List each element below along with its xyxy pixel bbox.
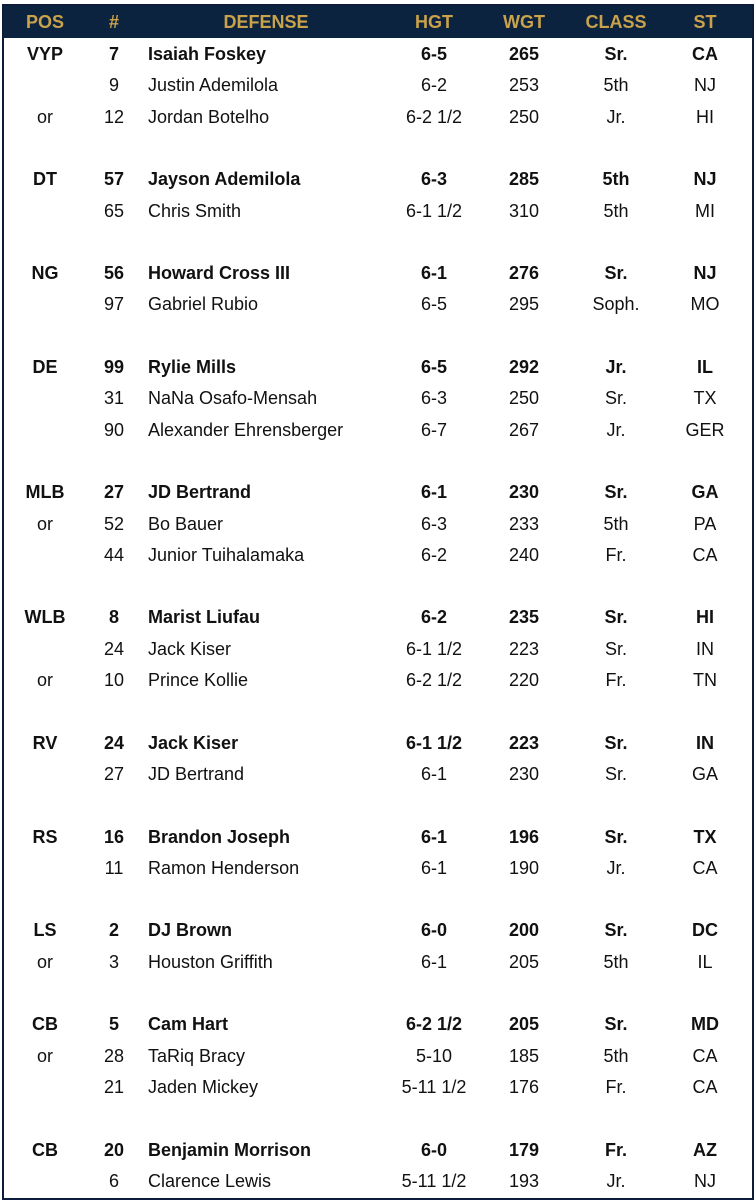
cell-pos: [4, 415, 86, 446]
cell-name: Clarence Lewis: [148, 1170, 272, 1191]
table-row: [4, 70, 752, 101]
cell-name: TaRiq Bracy: [148, 1045, 246, 1066]
cell-wgt: 230: [508, 482, 540, 503]
cell-name: Gabriel Rubio: [148, 294, 259, 315]
cell-num: 7: [108, 44, 119, 64]
cell-num: 31: [103, 388, 125, 409]
cell-wgt: 190: [508, 857, 540, 878]
header-class: CLASS: [585, 12, 647, 32]
cell-hgt: 6-1: [420, 482, 447, 503]
cell-hgt: 5-11 1/2: [401, 1076, 467, 1097]
cell-name: Alexander Ehrensberger: [148, 419, 344, 440]
cell-name: Jordan Botelho: [148, 106, 270, 127]
cell-num: 44: [103, 544, 125, 565]
cell-hgt: 6-5: [420, 294, 447, 315]
table-row: [4, 352, 752, 383]
table-row: [4, 822, 752, 853]
cell-pos: NG: [31, 263, 59, 284]
cell-wgt: 235: [508, 607, 540, 628]
cell-class: Sr.: [604, 263, 628, 284]
cell-wgt: 230: [508, 763, 540, 784]
cell-pos: or: [36, 1045, 53, 1066]
cell-num: 21: [103, 1076, 125, 1097]
cell-st: HI: [696, 106, 714, 127]
cell-class: Soph.: [592, 294, 640, 315]
cell-num: 24: [103, 638, 125, 659]
cell-pos: DE: [32, 357, 58, 377]
header-defense: DEFENSE: [223, 12, 309, 32]
cell-pos: [4, 70, 86, 101]
cell-pos: [4, 196, 86, 227]
cell-st: MI: [695, 200, 715, 221]
table-row: [4, 1166, 752, 1197]
table-row: [4, 1072, 752, 1103]
cell-wgt: 223: [508, 732, 540, 753]
table-row: [4, 915, 752, 946]
cell-st: TX: [693, 826, 717, 847]
cell-st: CA: [692, 1045, 718, 1066]
table-row: [4, 853, 752, 884]
cell-st: CA: [692, 1076, 718, 1097]
cell-num: 12: [103, 106, 125, 127]
cell-name: Chris Smith: [148, 200, 242, 221]
cell-hgt: 6-1 1/2: [405, 200, 463, 221]
cell-num: 6: [108, 1170, 119, 1191]
table-row: [4, 258, 752, 289]
cell-hgt: 6-1: [420, 951, 447, 972]
cell-wgt: 285: [508, 169, 540, 190]
cell-num: 16: [103, 826, 125, 847]
cell-hgt: 6-0: [420, 920, 447, 941]
cell-class: 5th: [603, 75, 629, 96]
cell-class: 5th: [603, 1045, 629, 1066]
table-row: [4, 665, 752, 696]
cell-pos: or: [36, 670, 53, 690]
cell-name: NaNa Osafo-Mensah: [148, 388, 318, 409]
cell-class: Fr.: [604, 1139, 627, 1160]
cell-pos: [4, 759, 86, 790]
header-height: HGT: [415, 12, 453, 32]
header-state: ST: [693, 12, 717, 32]
table-row: [4, 602, 752, 633]
header-pos: POS: [25, 12, 64, 32]
cell-hgt: 5-11 1/2: [401, 1170, 467, 1191]
cell-st: NJ: [694, 1170, 716, 1191]
cell-st: TN: [693, 670, 717, 690]
cell-st: GA: [691, 763, 718, 784]
cell-class: 5th: [603, 200, 629, 221]
cell-num: 56: [103, 263, 125, 284]
cell-pos: or: [36, 513, 53, 534]
cell-wgt: 250: [508, 106, 540, 127]
cell-num: 65: [103, 200, 125, 221]
cell-hgt: 6-1 1/2: [405, 732, 463, 753]
cell-class: Jr.: [606, 1170, 626, 1191]
cell-class: Fr.: [605, 670, 627, 690]
cell-hgt: 6-5: [420, 44, 447, 64]
cell-wgt: 295: [508, 294, 540, 315]
cell-num: 11: [104, 857, 124, 878]
cell-class: Sr.: [604, 482, 628, 503]
cell-pos: RV: [32, 732, 58, 753]
cell-name: Howard Cross III: [148, 263, 291, 284]
cell-hgt: 6-3: [420, 388, 447, 409]
table-row: [4, 1135, 752, 1166]
cell-hgt: 6-2: [420, 75, 447, 96]
cell-wgt: 223: [508, 638, 540, 659]
cell-hgt: 6-2 1/2: [405, 670, 463, 690]
cell-class: 5th: [603, 951, 629, 972]
cell-name: Jaden Mickey: [148, 1076, 259, 1097]
cell-class: Fr.: [605, 544, 627, 565]
cell-hgt: 6-1: [420, 263, 447, 284]
cell-num: 24: [103, 732, 125, 753]
header-number: #: [108, 12, 119, 32]
cell-hgt: 6-1: [420, 857, 447, 878]
cell-class: Sr.: [604, 826, 628, 847]
cell-st: CA: [692, 44, 718, 64]
cell-class: Sr.: [604, 44, 628, 64]
cell-name: Rylie Mills: [148, 357, 237, 377]
cell-hgt: 6-1: [420, 763, 447, 784]
cell-st: IL: [697, 357, 713, 377]
cell-st: MO: [690, 294, 720, 315]
table-row: [4, 634, 752, 665]
cell-name: Junior Tuihalamaka: [148, 544, 305, 565]
cell-pos: VYP: [26, 44, 64, 64]
cell-wgt: 179: [508, 1139, 540, 1160]
cell-st: HI: [696, 607, 714, 628]
cell-st: CA: [692, 857, 718, 878]
table-row: [4, 39, 752, 70]
table-header: [4, 6, 752, 38]
cell-hgt: 5-10: [415, 1045, 453, 1066]
cell-wgt: 220: [508, 670, 540, 690]
cell-class: Sr.: [604, 388, 627, 409]
cell-wgt: 193: [508, 1170, 540, 1191]
cell-name: Prince Kollie: [148, 670, 249, 690]
table-row: [4, 759, 752, 790]
cell-wgt: 240: [508, 544, 540, 565]
cell-num: 8: [108, 607, 119, 628]
table-row: [4, 415, 752, 446]
cell-st: GER: [685, 419, 725, 440]
table-row: [4, 477, 752, 508]
cell-num: 52: [103, 513, 125, 534]
cell-hgt: 6-3: [420, 169, 447, 190]
cell-st: CA: [692, 544, 718, 565]
cell-pos: LS: [33, 920, 57, 941]
cell-hgt: 6-3: [420, 513, 447, 534]
cell-class: Jr.: [606, 106, 626, 127]
cell-hgt: 6-2: [420, 544, 447, 565]
cell-st: TX: [693, 388, 717, 409]
cell-wgt: 205: [508, 951, 540, 972]
cell-num: 97: [103, 294, 125, 315]
cell-class: Sr.: [604, 638, 627, 659]
cell-hgt: 6-2: [420, 607, 447, 628]
cell-name: Houston Griffith: [148, 951, 273, 972]
cell-pos: CB: [32, 1139, 58, 1160]
table-row: [4, 383, 752, 414]
cell-pos: [4, 634, 86, 665]
table-row: [4, 1041, 752, 1072]
cell-wgt: 310: [508, 200, 540, 221]
cell-num: 57: [103, 169, 125, 190]
cell-class: Fr.: [605, 1076, 627, 1097]
cell-st: DC: [692, 920, 718, 941]
cell-wgt: 200: [508, 920, 540, 941]
cell-pos: [4, 383, 86, 414]
cell-class: Sr.: [604, 607, 628, 628]
cell-name: DJ Brown: [148, 920, 233, 941]
table-row: [4, 164, 752, 195]
cell-wgt: 267: [508, 419, 540, 440]
cell-wgt: 205: [508, 1014, 540, 1035]
cell-st: NJ: [693, 263, 717, 284]
cell-pos: CB: [32, 1014, 58, 1035]
cell-name: Ramon Henderson: [148, 857, 300, 878]
cell-wgt: 265: [508, 44, 540, 64]
cell-wgt: 276: [508, 263, 540, 284]
cell-name: Jack Kiser: [148, 732, 239, 753]
cell-wgt: 292: [508, 357, 540, 377]
cell-name: Isaiah Foskey: [148, 44, 267, 64]
table-row: [4, 540, 752, 571]
cell-wgt: 196: [508, 826, 540, 847]
cell-name: JD Bertrand: [148, 482, 252, 503]
cell-class: Sr.: [604, 920, 628, 941]
cell-wgt: 185: [508, 1045, 540, 1066]
table-row: [4, 1009, 752, 1040]
cell-class: Sr.: [604, 732, 628, 753]
cell-pos: MLB: [25, 482, 65, 503]
cell-st: PA: [693, 513, 717, 534]
cell-wgt: 250: [508, 388, 540, 409]
cell-class: Jr.: [606, 857, 626, 878]
cell-num: 27: [103, 482, 125, 503]
cell-name: Marist Liufau: [148, 607, 261, 628]
cell-num: 3: [108, 951, 119, 972]
cell-pos: [4, 853, 86, 884]
cell-class: 5th: [602, 169, 630, 190]
cell-st: IN: [696, 638, 714, 659]
cell-st: AZ: [693, 1139, 717, 1160]
cell-name: JD Bertrand: [148, 763, 245, 784]
cell-pos: [4, 540, 86, 571]
cell-pos: DT: [33, 169, 57, 190]
cell-name: Brandon Joseph: [148, 826, 291, 847]
cell-pos: WLB: [24, 607, 66, 628]
cell-num: 28: [103, 1045, 125, 1066]
cell-hgt: 6-2 1/2: [405, 1014, 463, 1035]
cell-class: Sr.: [604, 1014, 628, 1035]
cell-pos: or: [36, 951, 53, 972]
cell-num: 2: [108, 920, 119, 941]
cell-st: IN: [696, 732, 714, 753]
cell-name: Jayson Ademilola: [148, 169, 301, 190]
cell-st: NJ: [694, 75, 716, 96]
cell-num: 9: [108, 75, 119, 96]
table-row: [4, 289, 752, 320]
cell-num: 10: [103, 670, 125, 690]
cell-class: Jr.: [606, 419, 626, 440]
cell-pos: [4, 1166, 86, 1197]
cell-st: GA: [691, 482, 719, 503]
cell-pos: [4, 1072, 86, 1103]
table-row: [4, 728, 752, 759]
table-row: [4, 509, 752, 540]
cell-st: MD: [691, 1014, 719, 1035]
cell-num: 27: [103, 763, 125, 784]
cell-num: 5: [108, 1014, 119, 1035]
cell-hgt: 6-1 1/2: [405, 638, 463, 659]
cell-class: 5th: [603, 513, 629, 534]
cell-name: Jack Kiser: [148, 638, 232, 659]
cell-class: Sr.: [604, 763, 627, 784]
cell-name: Bo Bauer: [148, 513, 224, 534]
cell-name: Cam Hart: [148, 1014, 229, 1035]
cell-hgt: 6-1: [420, 826, 447, 847]
cell-num: 99: [103, 357, 125, 377]
cell-hgt: 6-5: [420, 357, 447, 377]
cell-hgt: 6-2 1/2: [405, 106, 463, 127]
cell-st: NJ: [693, 169, 717, 190]
cell-name: Justin Ademilola: [148, 75, 279, 96]
cell-hgt: 6-7: [420, 419, 447, 440]
cell-wgt: 176: [508, 1076, 540, 1097]
table-row: [4, 102, 752, 133]
cell-class: Jr.: [605, 357, 627, 377]
table-row: [4, 196, 752, 227]
cell-pos: RS: [32, 826, 58, 847]
cell-pos: or: [36, 106, 53, 127]
cell-wgt: 233: [508, 513, 540, 534]
depth-chart-table: [2, 4, 754, 1200]
cell-st: IL: [697, 951, 713, 972]
cell-pos: [4, 289, 86, 320]
cell-num: 20: [103, 1139, 125, 1160]
cell-name: Benjamin Morrison: [148, 1139, 312, 1160]
cell-hgt: 6-0: [420, 1139, 447, 1160]
cell-wgt: 253: [508, 75, 540, 96]
table-row: [4, 947, 752, 978]
cell-num: 90: [103, 419, 125, 440]
header-weight: WGT: [503, 12, 545, 32]
